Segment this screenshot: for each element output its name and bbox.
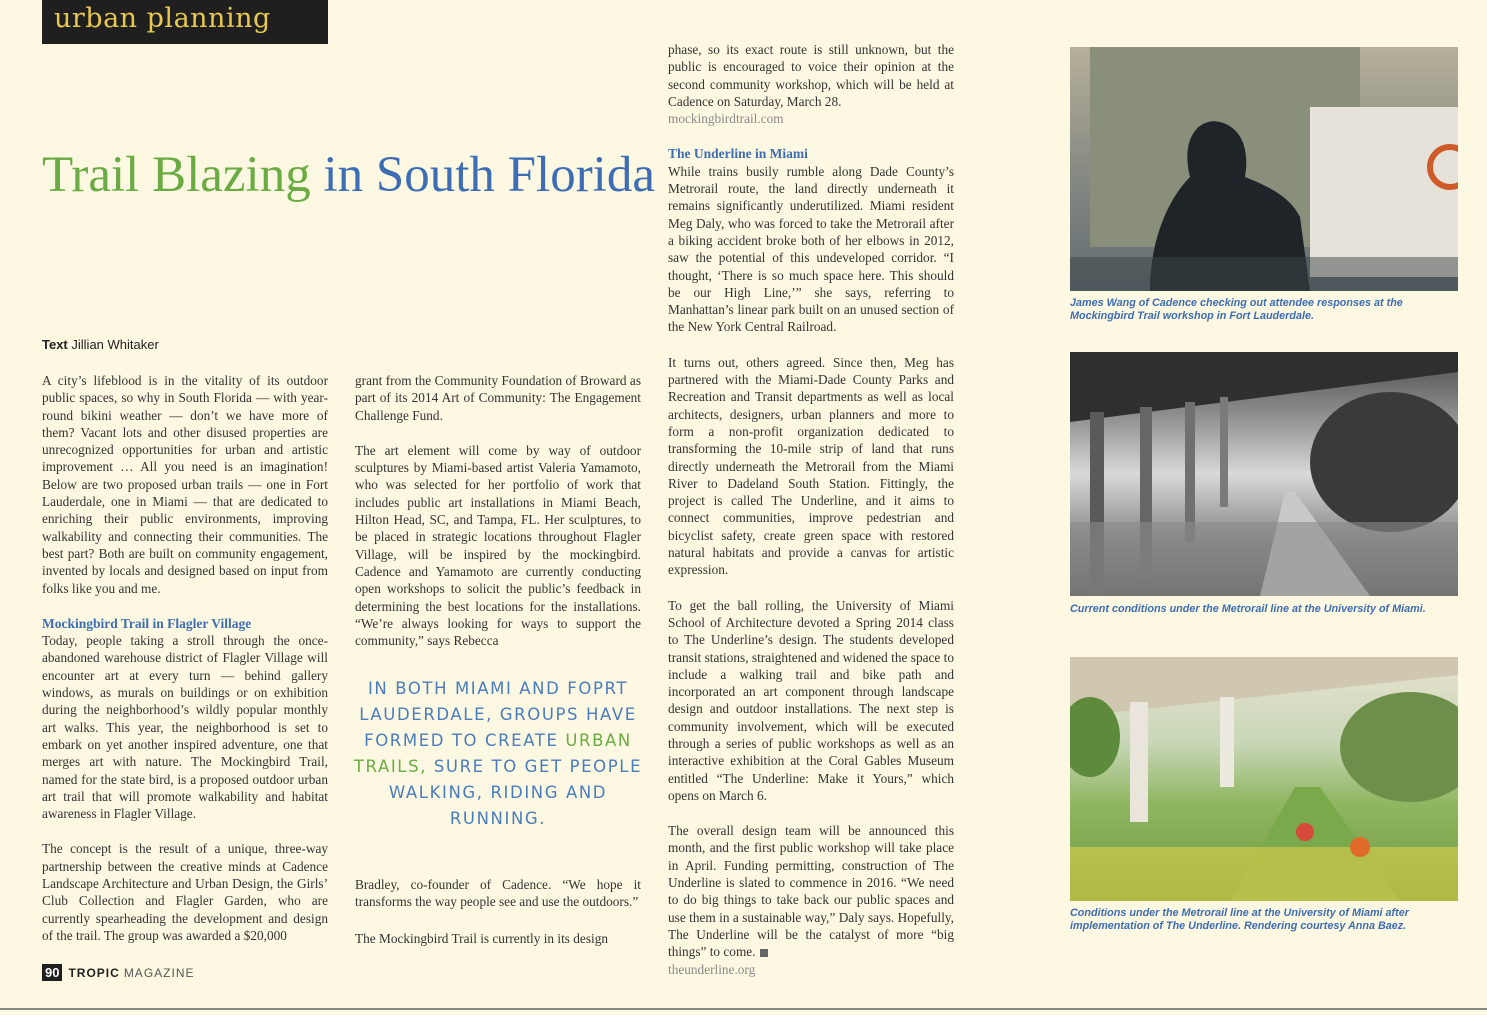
body-paragraph: Today, people taking a stroll through the once-abandoned warehouse district of Flagler Village will encounter art at every turn — behind gallery windows, as murals on buildings or on exhibition during the neighborhood’s wildly popular monthly art walks. This year, the neighborhood is set to embark on yet another inspired adventure, one that merges art with nature. The Mockingbird Trail, named for the state bird, is a proposed outdoor urban art trail that will promote walkability and habitat awareness in Flagler Village. <box>42 633 328 822</box>
pull-quote-highlight: URBAN TRAILS, <box>353 731 632 776</box>
magazine-word: MAGAZINE <box>123 965 195 980</box>
pull-quote-part-1: IN BOTH MIAMI AND FOPRT LAUDERDALE, GROUPS HAVE FORMED TO CREATE <box>359 679 637 750</box>
subhead-underline: The Underline in Miami <box>668 146 808 162</box>
page-divider <box>0 1008 1487 1010</box>
mockingbird-link[interactable]: mockingbirdtrail.com <box>668 111 784 127</box>
body-paragraph: phase, so its exact route is still unknown, but the public is encouraged to voice their opinion at the second community workshop, which will be held at Cadence on Saturday, March 28. <box>668 42 954 109</box>
body-paragraph: To get the ball rolling, the University of Miami School of Architecture devoted a Spring 2014 class to The Underline’s design. The students developed transit stations, straightened and widened the space to include a walking trail and bike path and incorporated an art component through landscape design and outdoor installations. The next step is community involvement, which will be executed through a series of public workshops as well as an interactive exhibition at the Coral Gables Museum entitled “The Underline: Make it Yours,” which opens on March 6. <box>668 597 954 803</box>
caption-current-conditions: Current conditions under the Metrorail line at the University of Miami. <box>1070 603 1426 615</box>
body-paragraph: Bradley, co-founder of Cadence. “We hope it transforms the way people see and use the outdoors.” <box>355 877 641 910</box>
body-paragraph: The Mockingbird Trail is currently in its design <box>355 931 608 946</box>
caption-rendering: Conditions under the Metrorail line at the University of Miami after implementation of The Underline. Rendering courtesy Anna Baez. <box>1070 907 1409 932</box>
body-paragraph: It turns out, others agreed. Since then, Meg has partnered with the Miami-Dade County Parks and Recreation and Transit departments as well as local architects, designers, urban planners and more to form a non-profit organization dedicated to transforming the 10-mile strip of land that runs directly underneath the Metrorail from the Miami River to Dadeland South Station. Fittingly, the project is called The Underline, and it aims to connect communities, improve pedestrian and bicyclist safety, create green space with restored natural habitats and provide a canvas for artistic expression. <box>668 354 954 578</box>
headline-part-2: in South Florida <box>323 147 655 203</box>
headline <box>42 147 662 203</box>
column-1 <box>42 372 328 962</box>
metrorail-current-art <box>1070 352 1458 596</box>
body-paragraph: grant from the Community Foundation of Broward as part of its 2014 Art of Community: The Engagement Challenge Fund. <box>355 373 641 423</box>
photo-underline-rendering <box>1070 657 1458 901</box>
byline <box>42 337 159 352</box>
page-number: 90 <box>42 964 62 981</box>
photo-workshop <box>1070 47 1458 291</box>
headline-part-1: Trail Blazing <box>42 147 311 203</box>
pull-quote <box>352 676 644 832</box>
pull-quote-part-2: SURE TO GET PEOPLE WALKING, RIDING AND RUNNING. <box>388 757 643 828</box>
body-paragraph: The art element will come by way of outdoor sculptures by Miami-based artist Valeria Yamamoto, who was selected for her portfolio of work that includes public art installations in Miami Beach, Hilton Head, SC, and Tampa, FL. Her sculptures, to be placed in strategic locations throughout Flagler Village, will be inspired by the mockingbird. Cadence and Yamamoto are currently conducting open workshops to solicit the public’s feedback in determining the best locations for the installations. “We’re always looking for ways to support the community,” says Rebecca <box>355 442 641 649</box>
workshop-photo-art <box>1070 47 1458 291</box>
underline-rendering-art <box>1070 657 1458 901</box>
subhead-mockingbird: Mockingbird Trail in Flagler Village <box>42 615 252 631</box>
magazine-name: TROPIC <box>68 965 120 980</box>
body-paragraph: While trains busily rumble along Dade County’s Metrorail route, the land directly underneath it remains significantly underutilized. Miami resident Meg Daly, who was forced to take the Metrorail after a biking accident broke both of her elbows in 2012, saw the potential of this undeveloped corridor. “I thought, ‘There is so much space here. This should be our High Line,’” she says, referring to Manhattan’s linear park built on an unused section of the New York Central Railroad. <box>668 163 954 335</box>
byline-author: Jillian Whitaker <box>71 337 159 352</box>
byline-label: Text <box>42 337 68 352</box>
end-mark-icon <box>760 949 768 957</box>
photo-metrorail-current <box>1070 352 1458 596</box>
column-3 <box>668 41 954 978</box>
section-label: urban planning <box>42 0 328 44</box>
body-paragraph: The concept is the result of a unique, three-way partnership between the creative minds at Cadence Landscape Architecture and Urban Design, the Girls’ Club Collection and Flagler Garden, who are currently spearheading the development and design of the trail. The group was awarded a $20,000 <box>42 841 328 943</box>
caption-workshop: James Wang of Cadence checking out attendee responses at the Mockingbird Trail workshop in Fort Lauderdale. <box>1070 297 1403 322</box>
body-paragraph <box>668 822 954 960</box>
intro-paragraph: A city’s lifeblood is in the vitality of its outdoor public spaces, so why in South Florida — with year-round bikini weather — don’t we have more of them? Vacant lots and other disused properties are unrecognized opportunities for urban and artistic improvement … All you need is an imagination! Below are two proposed urban trails — one in Fort Lauderdale, one in Miami — that are dedicated to enriching their public environments, improving walkability and connecting their communities. The best part? Both are built on community engagement, invented by locals and designed based on input from folks like you and me. <box>42 373 328 596</box>
folio <box>42 964 194 981</box>
underline-link[interactable]: theunderline.org <box>668 961 756 977</box>
final-paragraph-text: The overall design team will be announced this month, and the first public workshop will take place in April. Funding permitting, construction of The Underline is slated to commence in 2016. “We need to do big things to take back our public spaces and use them in a sustainable way,” Daly says. Hopefully, The Underline will be the catalyst of more “big things” to come. <box>668 823 954 960</box>
